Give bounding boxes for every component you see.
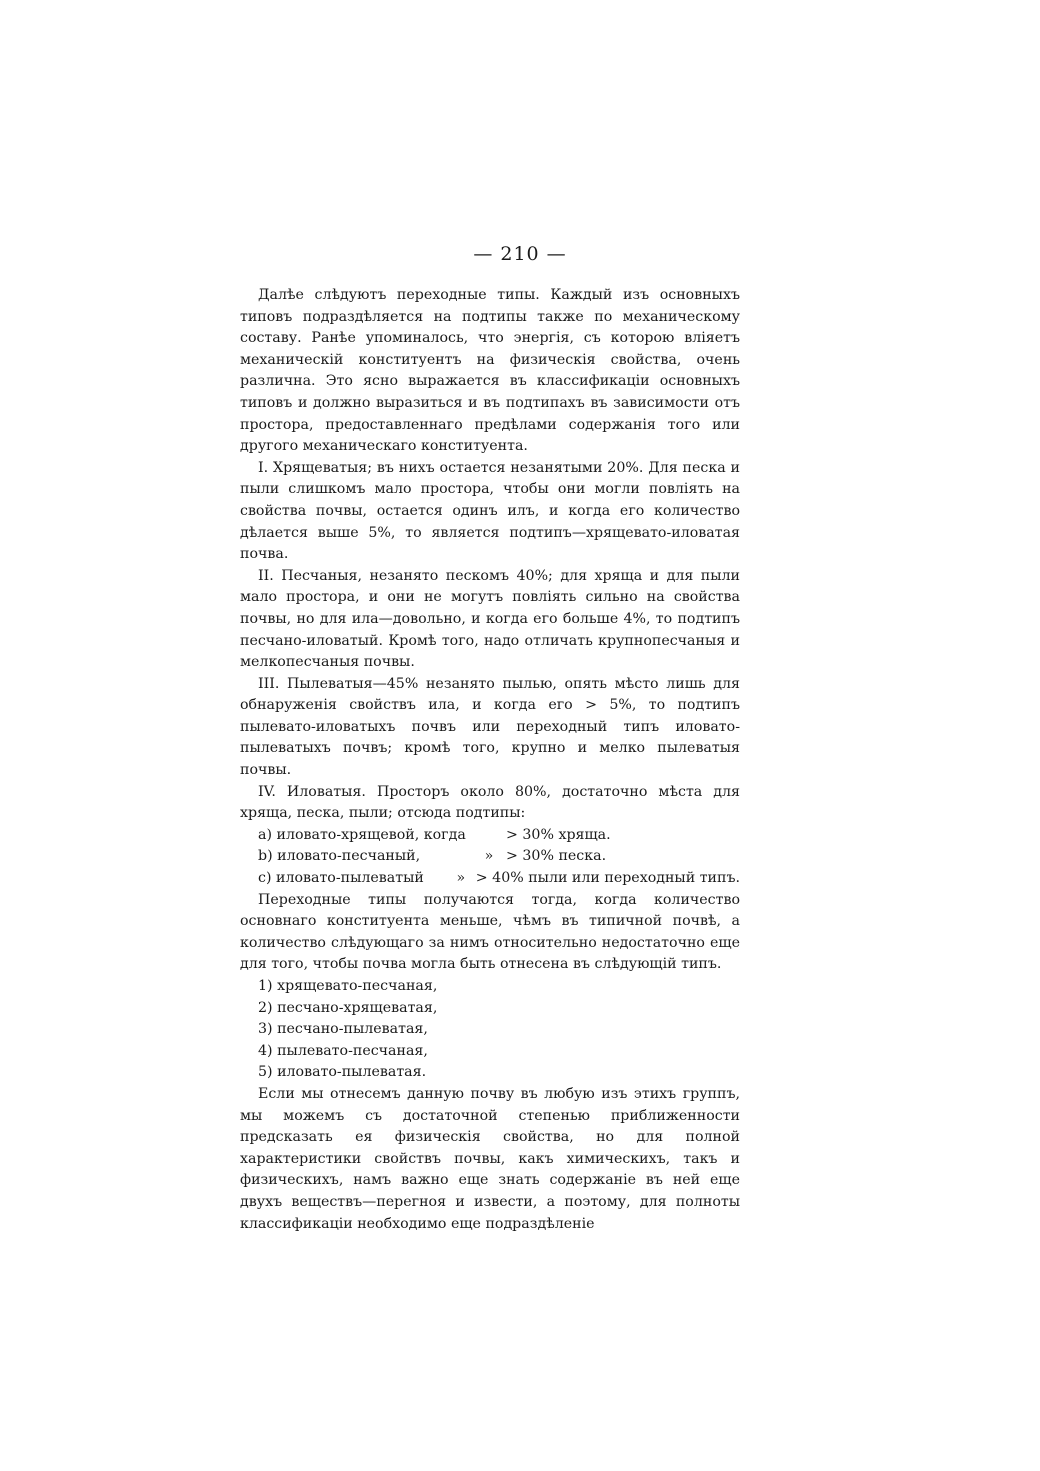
list-item: 5) иловато-пылеватая. — [258, 1064, 427, 1081]
list-item: 3) песчано-пылеватая, — [258, 1021, 428, 1038]
subtype-list — [240, 825, 740, 890]
subtype-name: a) иловато-хрящевой, когда — [258, 826, 466, 843]
list-item: 4) пылевато-песчаная, — [258, 1042, 428, 1059]
paragraph-loamy: IV. Иловатыя. Просторъ около 80%, достаточно мѣста для хряща, песка, пыли; отсюда подтипы: — [240, 783, 740, 822]
subtype-condition: > 30% песка. — [506, 848, 607, 865]
ditto-mark: » — [456, 870, 466, 887]
paragraph-sandy: II. Песчаныя, незанято пескомъ 40%; для хряща и для пыли мало простора, и они не могутъ повліять сильно на свойства почвы, но для ила—довольно, и когда его больше 4%, то подтипъ песчано-иловатый. Кромѣ того, надо отличать крупнопесчаныя и мелкопесчаныя почвы. — [240, 567, 740, 671]
paragraph-silty: III. Пылеватыя—45% незанято пылью, опять мѣсто лишь для обнаруженія свойствъ ила, и когда его > 5%, то подтипъ пылевато-иловатыхъ почвъ или переходный типъ иловато-пылеватыхъ почвъ; кромѣ того, крупно и мелко пылеватыя почвы. — [240, 675, 740, 779]
subtype-name: c) иловато-пылеватый — [258, 870, 424, 887]
subtype-name: b) иловато-песчаный, — [258, 848, 421, 865]
subtype-row — [258, 825, 740, 847]
paragraph-conclusion: Если мы отнесемъ данную почву въ любую изъ этихъ группъ, мы можемъ съ достаточной степенью приближенности предсказать ея физическія свойства, но для полной характеристики свойствъ почвы, какъ химическихъ, такъ и физическихъ, намъ важно еще знать содержаніе въ ней еще двухъ веществъ—перегноя и извести, а поэтому, для полноты классификаціи необходимо еще подраздѣленіе — [240, 1085, 740, 1232]
ditto-mark: » — [484, 848, 494, 865]
subtype-row — [258, 868, 740, 890]
paragraph-gravelly: I. Хрящеватыя; въ нихъ остается незанятыми 20%. Для песка и пыли слишкомъ мало простора, чтобы они могли повліять на свойства почвы, остается одинъ илъ, и когда его количество дѣлается выше 5%, то является подтипъ—хрящевато-иловатая почва. — [240, 459, 740, 563]
ditto-mark — [472, 825, 506, 847]
group-list — [240, 976, 740, 1084]
paragraph-transition-formation: Переходные типы получаются тогда, когда количество основнаго конституента меньше, чѣмъ въ типичной почвѣ, а количество слѣдующаго за нимъ относительно недостаточно еще для того, чтобы почва могла быть отнесена въ слѣдующій типъ. — [240, 891, 740, 973]
paragraph-transition-types: Далѣе слѣдуютъ переходные типы. Каждый изъ основныхъ типовъ подраздѣляется на подтипы также по механическому составу. Ранѣе упоминалось, что энергія, съ которою вліяетъ механическій конституентъ на физическія свойства, очень различна. Это ясно выражается въ классификаціи основныхъ типовъ и должно выразиться и въ подтипахъ въ зависимости отъ простора, предоставленнаго предѣлами содержанія того или другого механическаго конституента. — [240, 287, 740, 455]
subtype-condition: > 40% пыли или переходный типъ. — [475, 870, 740, 887]
subtype-row — [258, 846, 740, 868]
list-item: 2) песчано-хрящеватая, — [258, 999, 438, 1016]
list-item: 1) хрящевато-песчаная, — [258, 978, 438, 994]
body-text — [240, 285, 740, 1235]
subtype-condition: > 30% хряща. — [506, 826, 611, 843]
page-number: — 210 — — [473, 243, 567, 265]
